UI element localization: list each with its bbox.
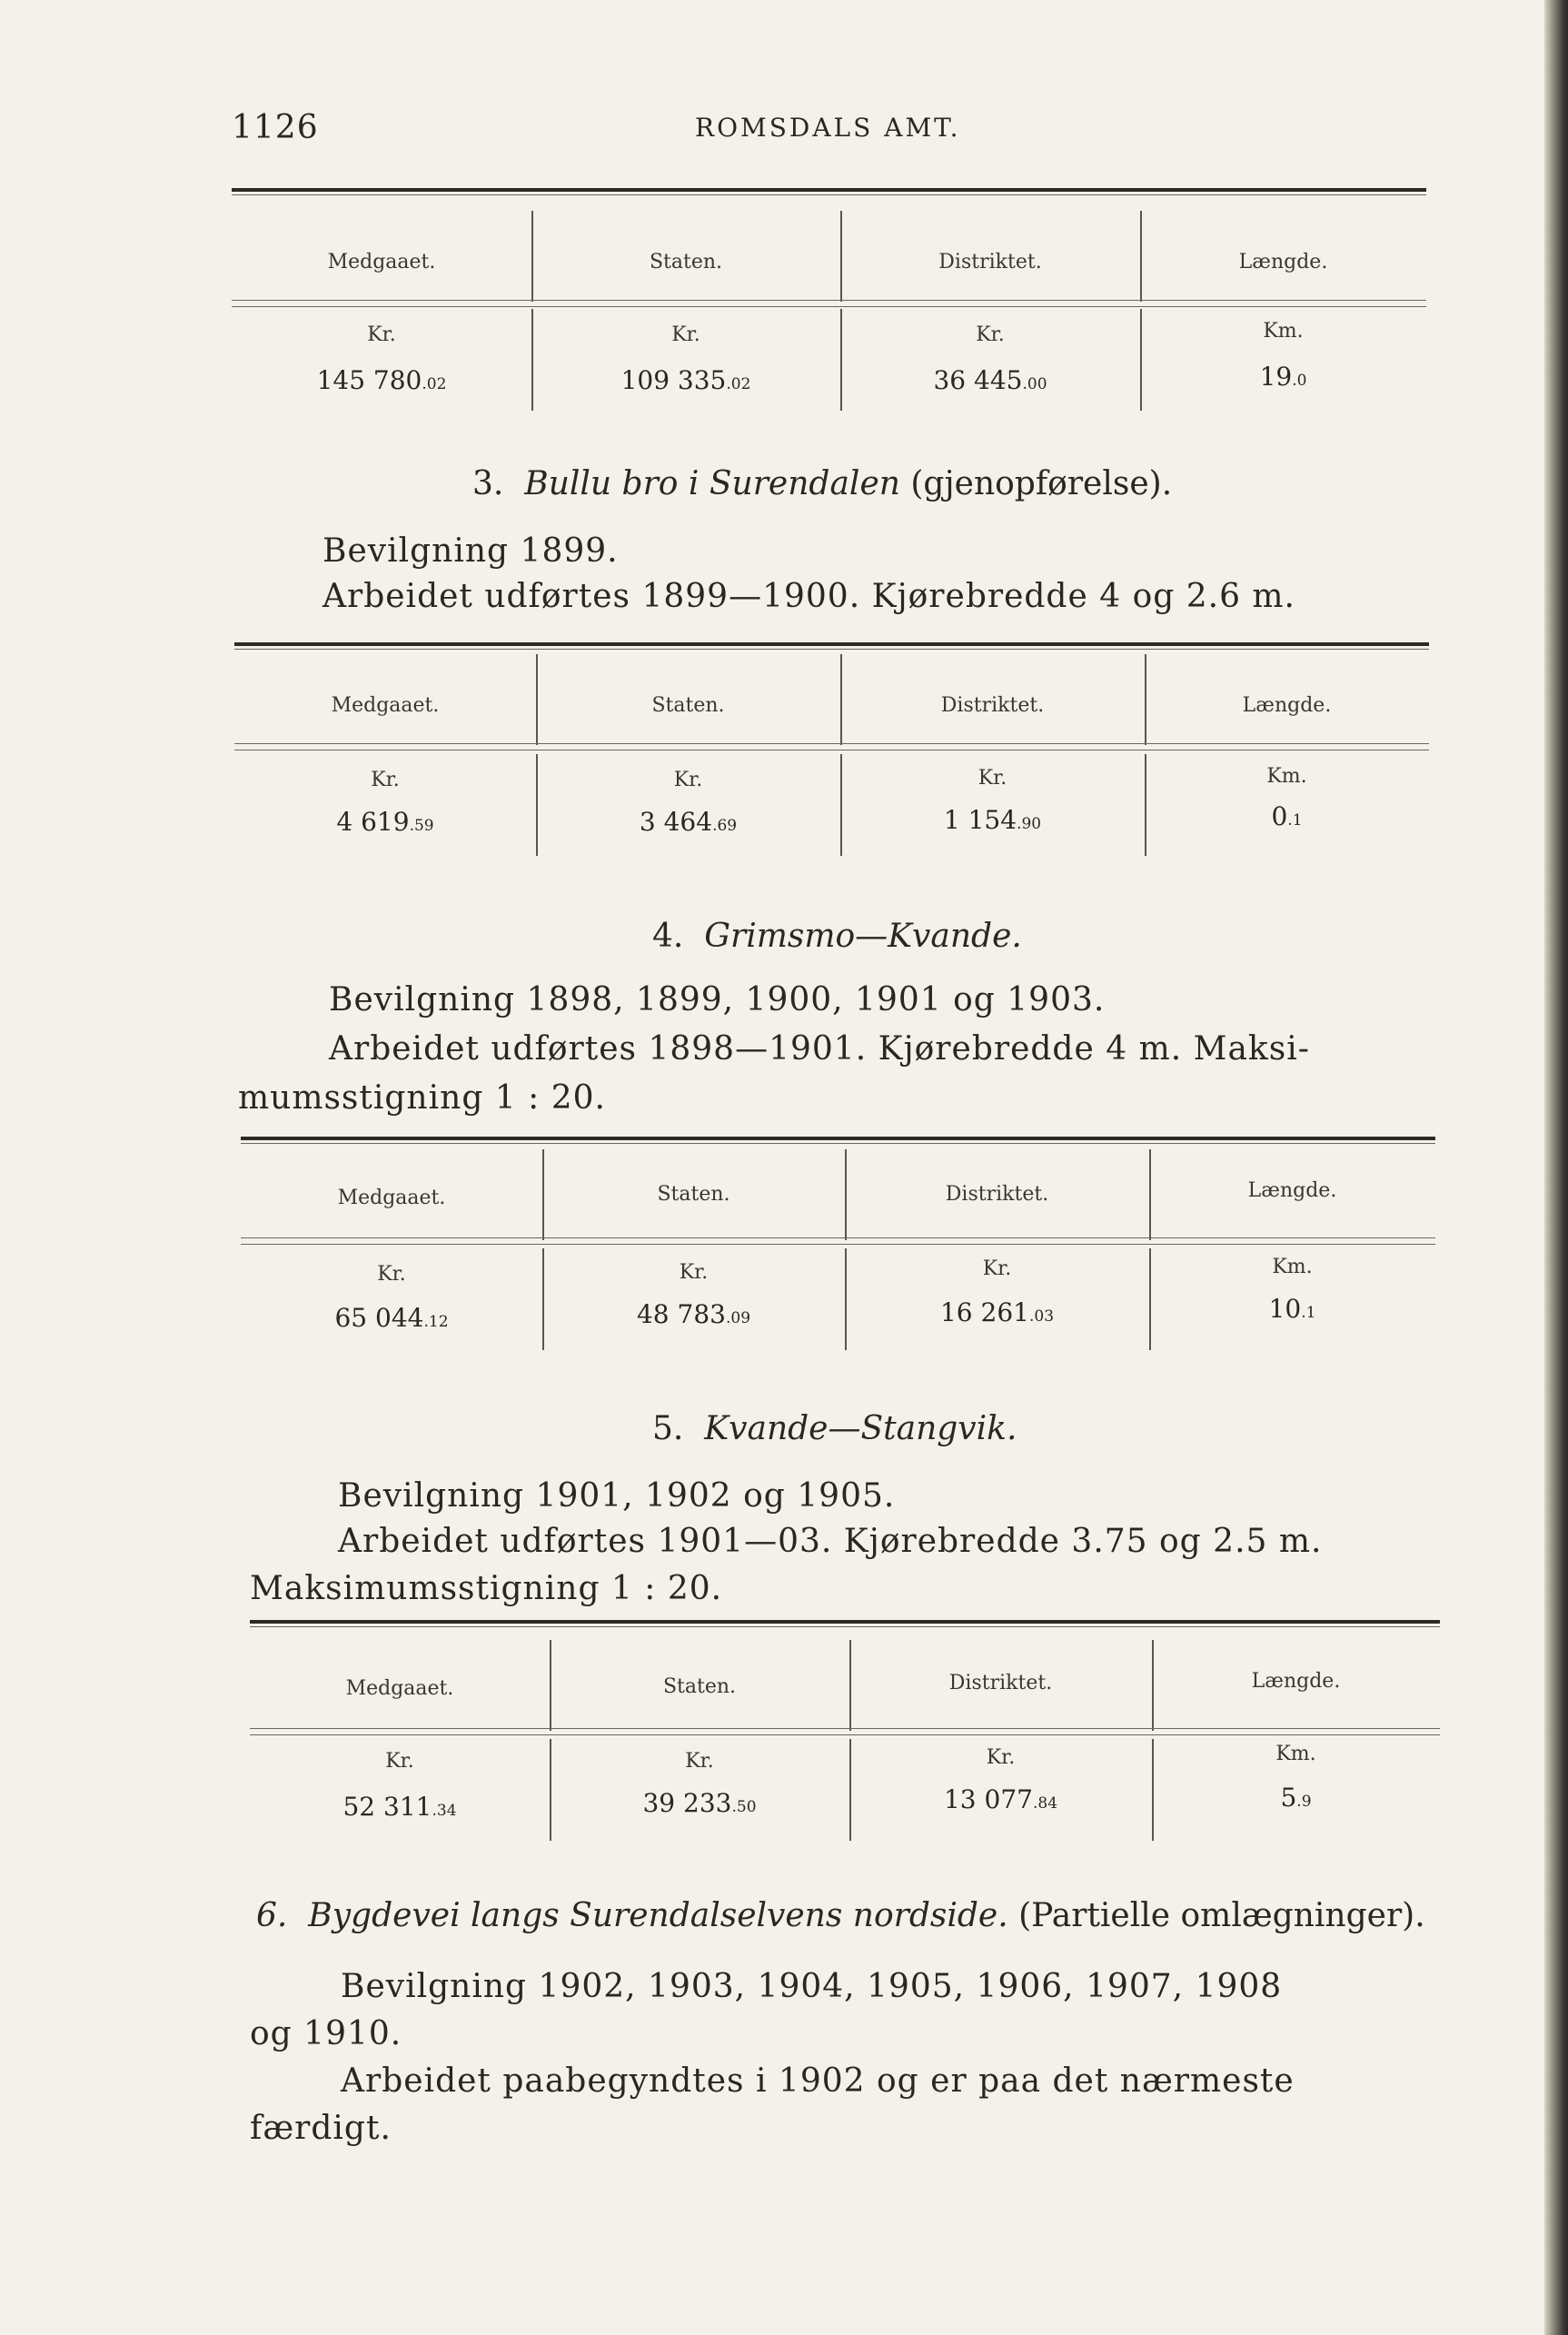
section-heading: 3. Bullu bro i Surendalen (gjenopførelse). bbox=[472, 465, 1173, 502]
value-medgaaet: 4 619.59 bbox=[336, 807, 434, 837]
value-distriktet: 16 261.03 bbox=[939, 1297, 1055, 1327]
value-medgaaet: 52 311.34 bbox=[342, 1792, 457, 1822]
col-header-distriktet: Distriktet. bbox=[948, 1672, 1053, 1694]
page-number: 1126 bbox=[232, 109, 319, 146]
section-text: Arbeidet udførtes 1898—1901. Kjørebredde 4 m. Maksi- bbox=[329, 1030, 1310, 1068]
section-heading: 5. Kvande—Stangvik. bbox=[652, 1410, 1017, 1447]
section-text: færdigt. bbox=[250, 2110, 392, 2147]
unit-km: Km. bbox=[1263, 320, 1304, 343]
col-header-distriktet: Distriktet. bbox=[938, 251, 1042, 273]
section-text: Bevilgning 1898, 1899, 1900, 1901 og 1903. bbox=[329, 981, 1106, 1018]
page-edge bbox=[1544, 0, 1568, 2335]
unit-kr: Kr. bbox=[986, 1746, 1016, 1769]
section-text: Bevilgning 1899. bbox=[323, 532, 619, 570]
col-header-distriktet: Distriktet. bbox=[945, 1183, 1049, 1206]
section-heading: 6. Bygdevei langs Surendalselvens nordside. (Partielle omlægninger). bbox=[256, 1897, 1425, 1934]
unit-km: Km. bbox=[1272, 1256, 1313, 1278]
unit-km: Km. bbox=[1275, 1743, 1316, 1765]
section-text: og 1910. bbox=[250, 2015, 402, 2052]
col-header-staten: Staten. bbox=[662, 1675, 737, 1698]
col-header-medgaaet: Medgaaet. bbox=[331, 694, 440, 717]
unit-kr: Kr. bbox=[377, 1263, 406, 1286]
value-laengde: 5.9 bbox=[1280, 1783, 1312, 1813]
value-distriktet: 36 445.00 bbox=[933, 365, 1047, 395]
unit-kr: Kr. bbox=[671, 323, 700, 346]
value-laengde: 10.1 bbox=[1268, 1294, 1316, 1324]
value-staten: 109 335.02 bbox=[620, 365, 751, 395]
unit-kr: Kr. bbox=[367, 323, 396, 346]
col-header-staten: Staten. bbox=[649, 251, 723, 273]
section-text: Bevilgning 1902, 1903, 1904, 1905, 1906, 1907, 1908 bbox=[341, 1968, 1283, 2005]
unit-kr: Kr. bbox=[978, 767, 1007, 790]
value-distriktet: 1 154.90 bbox=[943, 805, 1042, 835]
section-text: Arbeidet paabegyndtes i 1902 og er paa det nærmeste bbox=[341, 2062, 1295, 2100]
unit-kr: Kr. bbox=[371, 769, 400, 791]
section-text: mumsstigning 1 : 20. bbox=[238, 1079, 606, 1117]
value-laengde: 19.0 bbox=[1259, 362, 1307, 392]
unit-kr: Kr. bbox=[673, 769, 703, 791]
col-header-distriktet: Distriktet. bbox=[940, 694, 1045, 717]
unit-kr: Kr. bbox=[982, 1257, 1012, 1280]
value-medgaaet: 145 780.02 bbox=[316, 365, 447, 395]
unit-kr: Kr. bbox=[679, 1261, 709, 1284]
section-text: Arbeidet udførtes 1899—1900. Kjørebredde 4 og 2.6 m. bbox=[323, 578, 1296, 615]
col-header-laengde: Længde. bbox=[1242, 694, 1332, 717]
section-text: Bevilgning 1901, 1902 og 1905. bbox=[338, 1477, 896, 1515]
value-distriktet: 13 077.84 bbox=[943, 1784, 1058, 1814]
value-staten: 48 783.09 bbox=[636, 1299, 751, 1329]
col-header-medgaaet: Medgaaet. bbox=[327, 251, 436, 273]
col-header-staten: Staten. bbox=[651, 694, 725, 717]
col-header-medgaaet: Medgaaet. bbox=[337, 1187, 446, 1209]
section-text: Maksimumsstigning 1 : 20. bbox=[250, 1570, 723, 1607]
value-staten: 39 233.50 bbox=[642, 1788, 757, 1818]
running-title: ROMSDALS AMT. bbox=[695, 113, 961, 143]
section-text: Arbeidet udførtes 1901—03. Kjørebredde 3.75 og 2.5 m. bbox=[338, 1523, 1323, 1560]
col-header-laengde: Længde. bbox=[1251, 1670, 1341, 1693]
col-header-medgaaet: Medgaaet. bbox=[345, 1677, 454, 1700]
col-header-laengde: Længde. bbox=[1247, 1179, 1337, 1202]
unit-kr: Kr. bbox=[385, 1750, 414, 1773]
value-medgaaet: 65 044.12 bbox=[334, 1303, 449, 1333]
col-header-staten: Staten. bbox=[657, 1183, 730, 1206]
value-staten: 3 464.69 bbox=[639, 807, 738, 837]
unit-kr: Kr. bbox=[976, 323, 1005, 346]
value-laengde: 0.1 bbox=[1271, 801, 1303, 831]
unit-kr: Kr. bbox=[685, 1750, 714, 1773]
col-header-laengde: Længde. bbox=[1238, 251, 1328, 273]
unit-km: Km. bbox=[1266, 765, 1307, 788]
section-heading: 4. Grimsmo—Kvande. bbox=[652, 918, 1022, 955]
